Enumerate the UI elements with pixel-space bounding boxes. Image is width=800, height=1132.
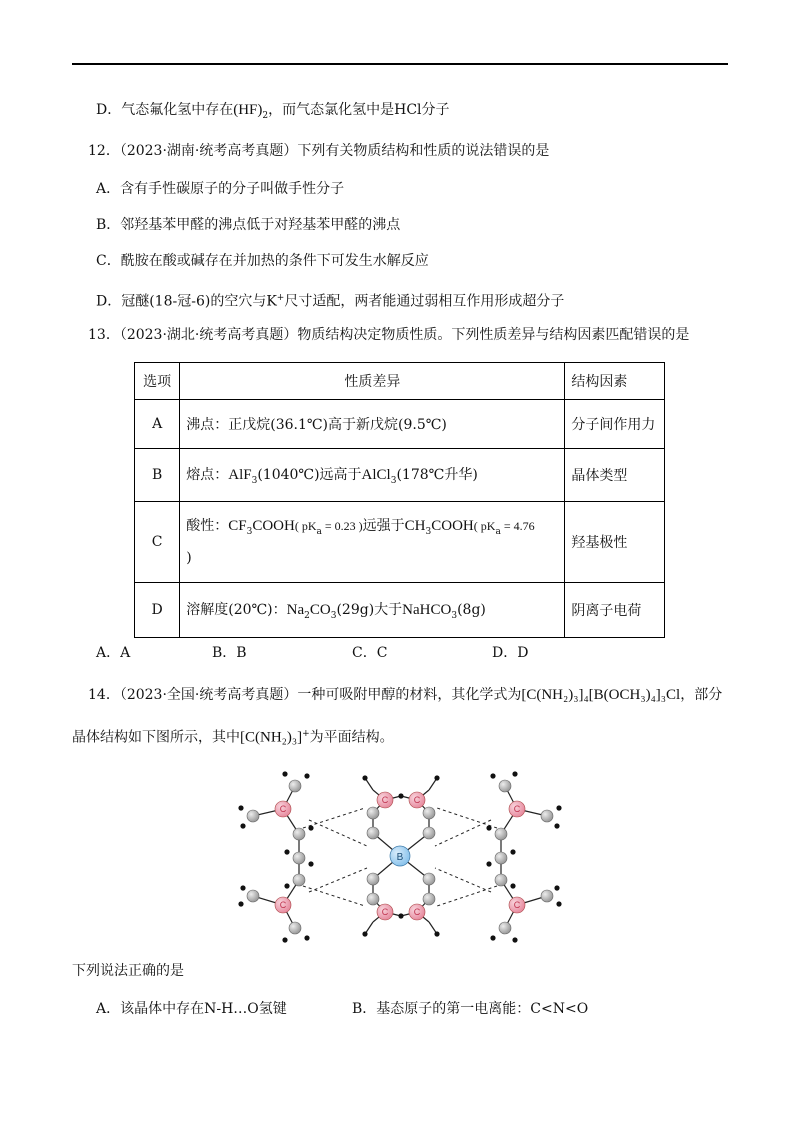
text: 酸性： bbox=[186, 518, 229, 535]
q14-stem-line2 bbox=[72, 725, 394, 747]
boron-label: B bbox=[396, 852, 404, 863]
stem-text: 为平面结构。 bbox=[309, 729, 394, 746]
carbon-label: C bbox=[279, 804, 287, 814]
text: (29g)大于 bbox=[336, 602, 403, 619]
table-row bbox=[135, 449, 665, 502]
formula: CF bbox=[228, 518, 247, 535]
charge-sup: + bbox=[302, 729, 310, 739]
cell-difference bbox=[180, 583, 565, 638]
carbon-label: C bbox=[513, 900, 521, 910]
text: 溶解度(20℃)： bbox=[186, 602, 287, 619]
q13-answer-d: D．D bbox=[492, 645, 529, 661]
cell-option: D bbox=[135, 583, 180, 638]
text: (1040℃)远高于 bbox=[257, 467, 362, 484]
table-row bbox=[135, 502, 665, 583]
cell-factor: 分子间作用力 bbox=[565, 400, 665, 449]
stem-text: ，部分 bbox=[680, 687, 723, 703]
formula: CO bbox=[309, 602, 331, 619]
q14-option-a: A．该晶体中存在N-H…O氢键 bbox=[96, 1001, 287, 1017]
formula-sub: 3 bbox=[246, 526, 253, 537]
formula: COOH bbox=[431, 518, 474, 535]
text: ) bbox=[186, 549, 192, 566]
formula: COOH bbox=[252, 518, 295, 535]
q13-answer-c: C．C bbox=[352, 645, 388, 661]
option-text-tail: ，而气态氯化氢中是HCl分子 bbox=[268, 102, 450, 118]
cell-difference bbox=[180, 449, 565, 502]
ion-formula: [C(NH₂)₃] bbox=[240, 729, 303, 746]
text: 远强于 bbox=[362, 518, 405, 535]
text: 熔点： bbox=[186, 467, 229, 484]
q13-table bbox=[134, 362, 665, 638]
q12-option-b: B．邻羟基苯甲醛的沸点低于对羟基苯甲醛的沸点 bbox=[96, 217, 401, 233]
formula-sub: 3 bbox=[330, 610, 337, 621]
header-option: 选项 bbox=[135, 363, 180, 400]
crystal-structure-figure bbox=[225, 768, 575, 948]
formula: AlF bbox=[228, 467, 252, 484]
q12-option-c: C．酰胺在酸或碱存在并加热的条件下可发生水解反应 bbox=[96, 253, 429, 269]
formula-sub: 3 bbox=[251, 475, 258, 486]
option-text: D．冠醚(18-冠-6)的空穴与K bbox=[96, 293, 277, 310]
stem-text: 晶体结构如下图所示，其中 bbox=[72, 729, 240, 746]
option-label: D． bbox=[96, 102, 122, 118]
q12-option-a: A．含有手性碳原子的分子叫做手性分子 bbox=[96, 181, 345, 197]
q12-option-d bbox=[96, 289, 564, 311]
table-header-row bbox=[135, 363, 665, 400]
pka-sub: a bbox=[495, 526, 501, 537]
cell-difference: 沸点：正戊烷(36.1℃)高于新戊烷(9.5℃) bbox=[180, 400, 565, 449]
formula-hf: (HF) bbox=[233, 102, 263, 118]
cell-difference bbox=[180, 502, 565, 583]
header-difference: 性质差异 bbox=[180, 363, 565, 400]
cell-factor: 晶体类型 bbox=[565, 449, 665, 502]
option-text-tail: 尺寸适配，两者能通过弱相互作用形成超分子 bbox=[284, 293, 565, 310]
cell-option: B bbox=[135, 449, 180, 502]
formula: NaHCO bbox=[402, 602, 452, 619]
carbon-label: C bbox=[513, 804, 521, 814]
formula: Na bbox=[286, 602, 305, 619]
carbon-label: C bbox=[413, 795, 421, 805]
q14-option-b: B．基态原子的第一电离能：C<N<O bbox=[352, 1001, 589, 1017]
q13-stem: 13．（2023·湖北·统考高考真题）物质结构决定物质性质。下列性质差异与结构因素匹配错误的是 bbox=[88, 327, 690, 343]
header-factor: 结构因素 bbox=[565, 363, 665, 400]
cell-factor: 羟基极性 bbox=[565, 502, 665, 583]
formula-sub: 2 bbox=[262, 110, 269, 121]
q13-answer-a: A．A bbox=[96, 645, 131, 661]
charge-sup: + bbox=[276, 293, 285, 303]
formula-sub: 2 bbox=[304, 610, 310, 621]
carbon-label: C bbox=[381, 795, 389, 805]
carbon-label: C bbox=[381, 907, 389, 917]
cell-factor: 阴离子电荷 bbox=[565, 583, 665, 638]
formula: CH bbox=[404, 518, 426, 535]
q14-stem-line1 bbox=[88, 686, 722, 704]
formula-sub: 3 bbox=[425, 526, 432, 537]
header-rule bbox=[72, 63, 728, 65]
stem-text: 14．（2023·全国·统考高考真题）一种可吸附甲醇的材料，其化学式为 bbox=[88, 687, 522, 703]
pka-value: = 0.23 ) bbox=[321, 519, 363, 534]
carbon-label: C bbox=[413, 907, 421, 917]
formula: [C(NH₂)₃]₄[B(OCH₃)₄]₃Cl bbox=[521, 687, 681, 703]
text: (8g) bbox=[457, 602, 486, 619]
cell-option: C bbox=[135, 502, 180, 583]
carbon-label: C bbox=[279, 900, 287, 910]
formula-sub: 3 bbox=[451, 610, 458, 621]
pka: ( pK bbox=[294, 519, 317, 534]
text: (178℃升华) bbox=[396, 467, 478, 484]
formula: AlCl bbox=[361, 467, 391, 484]
cell-option: A bbox=[135, 400, 180, 449]
option-text: 气态氟化氢中存在 bbox=[121, 102, 234, 118]
formula-sub: 3 bbox=[390, 475, 397, 486]
q13-answer-b: B．B bbox=[212, 645, 247, 661]
q12-stem: 12．（2023·湖南·统考高考真题）下列有关物质结构和性质的说法错误的是 bbox=[88, 143, 550, 159]
table-row bbox=[135, 583, 665, 638]
pka-sub: a bbox=[316, 526, 322, 537]
table-row bbox=[135, 400, 665, 449]
prev-option-d bbox=[96, 101, 450, 125]
pka: ( pK bbox=[473, 519, 496, 534]
pka-value: = 4.76 bbox=[500, 519, 535, 534]
q14-prompt: 下列说法正确的是 bbox=[72, 963, 184, 979]
